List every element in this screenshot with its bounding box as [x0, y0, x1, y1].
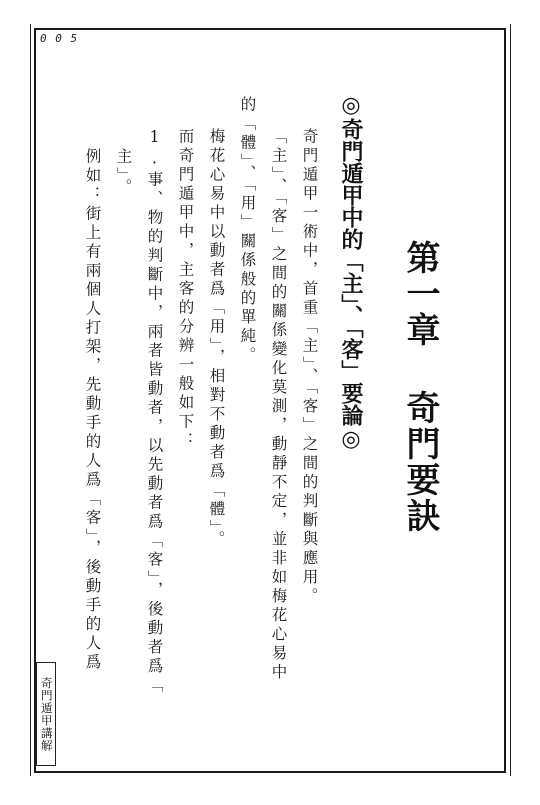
- section-title: ◎奇門遁甲中的「主」、「客」要論◎: [338, 92, 364, 452]
- outer-frame-line-left: [30, 24, 31, 776]
- page-number: 0 0 5: [40, 32, 79, 45]
- body-column-2: 「主」、「客」之間的關係變化莫測，動靜不定，並非如梅花心易中: [269, 128, 288, 683]
- book-title-label: 奇門遁甲講解: [39, 676, 54, 752]
- body-column-3: 的「體」、「用」關係般的單純。: [238, 96, 257, 366]
- body-column-1: 奇門遁甲一術中，首重「主」、「客」之間的判斷與應用。: [300, 128, 319, 607]
- body-column-5: 而奇門遁甲中，主客的分辨一般如下：: [176, 128, 195, 451]
- outer-frame-line-right: [510, 24, 511, 776]
- body-column-7: 主」。: [114, 148, 133, 198]
- body-column-4: 梅花心易中以動者爲「用」，相對不動者爲「體」。: [207, 128, 226, 550]
- body-column-6: 1.事、物的判斷中，兩者皆動者，以先動者爲「客」，後動者爲「: [145, 128, 164, 696]
- chapter-title: 第一章 奇門要訣: [400, 240, 440, 534]
- body-column-8: 例如：街上有兩個人打架，先動手的人爲「客」，後動手的人爲: [83, 148, 102, 673]
- book-title-tab: [36, 662, 56, 766]
